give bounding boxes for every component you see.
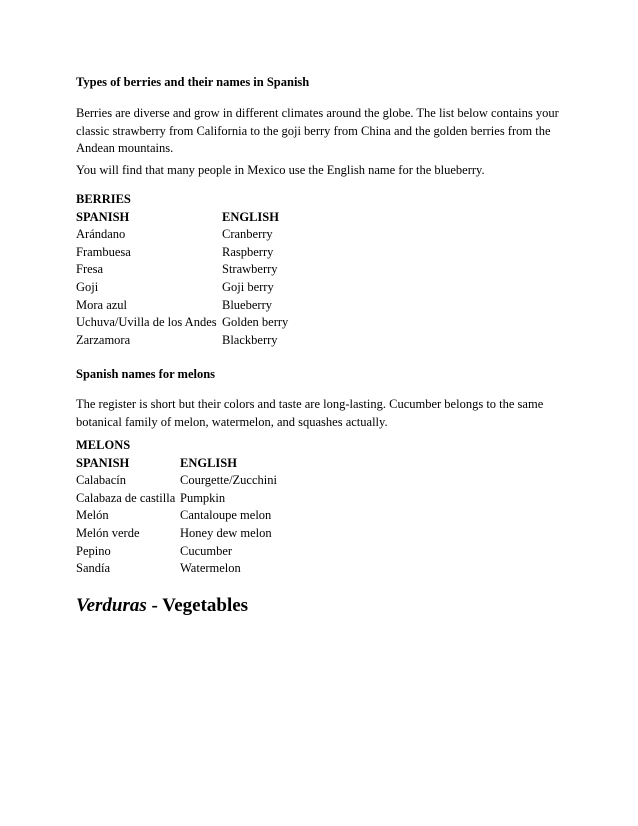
melons-table-title-row [76,437,277,455]
spanish-cell: Melón verde [76,525,140,540]
english-cell: Honey dew melon [180,525,272,540]
table-row [76,261,288,279]
berries-section-heading [76,74,576,91]
english-cell: Pumpkin [180,490,226,505]
spanish-cell: Pepino [76,543,111,558]
melons-table-title: MELONS [76,438,131,452]
melons-intro-paragraph: The register is short but their colors and taste are long-lasting. Cucumber belongs to the same botanical family of melon, watermelon, and squashes actually. [76,397,544,429]
table-row [76,560,277,578]
berries-table-header-row [76,209,288,227]
spanish-cell: Frambuesa [76,244,131,259]
spanish-cell: Goji [76,279,99,294]
english-cell: Cranberry [222,227,273,242]
melons-table-block [76,437,576,578]
berries-col-spanish: SPANISH [76,209,130,224]
berries-table [76,191,288,349]
melons-heading: Spanish names for melons [76,367,216,381]
table-row [76,543,277,561]
berries-col-english: ENGLISH [222,209,279,224]
table-row [76,226,288,244]
english-cell: Blackberry [222,332,278,347]
english-cell: Blueberry [222,297,272,312]
table-row [76,314,288,332]
spanish-cell: Mora azul [76,297,128,312]
table-row [76,297,288,315]
berries-table-title-row [76,191,288,209]
melons-table-header-row [76,455,277,473]
spanish-cell: Uchuva/Uvilla de los Andes [76,315,217,330]
spanish-cell: Melón [76,508,109,523]
spanish-cell: Zarzamora [76,332,131,347]
spanish-cell: Calabacín [76,473,126,488]
english-cell: Strawberry [222,262,278,277]
table-row [76,507,277,525]
english-cell: Cucumber [180,543,233,558]
table-row [76,525,277,543]
berries-table-title: BERRIES [76,192,131,206]
berries-note-block [76,162,576,180]
english-cell: Goji berry [222,279,274,294]
spanish-cell: Arándano [76,227,126,242]
melons-col-english: ENGLISH [180,455,237,470]
table-row [76,332,288,350]
vegetables-heading-english: Vegetables [162,595,249,616]
vegetables-section-heading [76,594,576,618]
melons-section-heading [76,366,576,383]
table-row [76,244,288,262]
vegetables-heading-spanish: Verduras [76,595,147,616]
berries-intro-paragraph: Berries are diverse and grow in different climates around the globe. The list below contains your classic strawberry from California to the goji berry from China and the golden berries from the Andean mountains. [76,106,559,155]
english-cell: Raspberry [222,244,274,259]
vegetables-heading [76,594,576,618]
melons-intro-block [76,396,556,431]
english-cell: Cantaloupe melon [180,508,272,523]
berries-note-paragraph: You will find that many people in Mexico use the English name for the blueberry. [76,163,485,177]
spanish-cell: Calabaza de castilla [76,490,176,505]
melons-table [76,437,277,578]
table-row [76,279,288,297]
english-cell: Golden berry [222,315,289,330]
english-cell: Watermelon [180,561,241,576]
berries-heading: Types of berries and their names in Spanish [76,75,310,89]
table-row [76,490,277,508]
spanish-cell: Fresa [76,262,104,277]
vegetables-heading-separator: - [146,595,163,616]
berries-intro-block [76,105,566,158]
melons-col-spanish: SPANISH [76,455,130,470]
berries-table-block [76,191,576,349]
spanish-cell: Sandía [76,561,111,576]
english-cell: Courgette/Zucchini [180,473,277,488]
table-row [76,472,277,490]
